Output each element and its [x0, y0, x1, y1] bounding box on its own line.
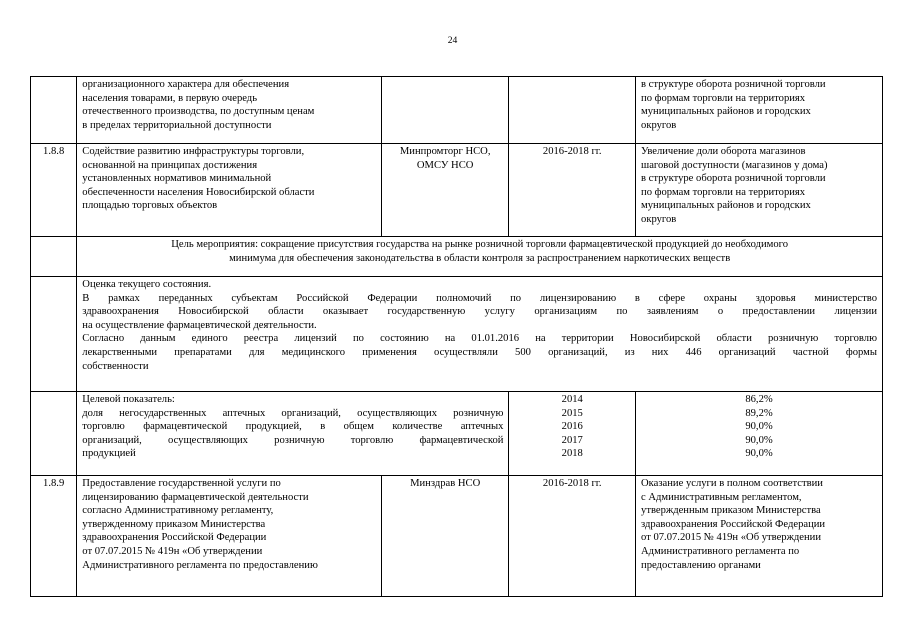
- text-line: Содействие развитию инфраструктуры торговли,: [82, 146, 305, 157]
- text-line: Минпромторг НСО,: [399, 146, 491, 157]
- text-line: организационного характера для обеспечения: [82, 79, 290, 90]
- cell-executor: [381, 144, 509, 237]
- cell-number: [31, 77, 77, 144]
- text-line: округов: [641, 213, 677, 225]
- text-line: отечественного производства, по доступным ценам: [82, 106, 315, 118]
- cell-period: 2016-2018 гг.: [509, 144, 636, 237]
- text-line: в структуре оборота розничной торговли: [641, 173, 826, 185]
- text-line: Административного регламента по предоставлению: [82, 559, 318, 571]
- text-line: согласно Административному регламенту,: [82, 505, 274, 517]
- cell-description: [77, 144, 382, 237]
- text-line: округов: [641, 119, 677, 131]
- year: 2018: [561, 448, 583, 460]
- cell-period: [509, 77, 636, 144]
- cell-number: [31, 277, 77, 392]
- table-row-1-8-9: [31, 476, 883, 597]
- cell-number: [31, 392, 77, 476]
- text-line: Оказание услуги в полном соответствии: [641, 478, 823, 489]
- cell-number: 1.8.9: [31, 476, 77, 597]
- text-line: утвержденным приказом Министерства: [641, 505, 821, 517]
- value: 90,0%: [745, 421, 773, 433]
- text-line: площадью торговых объектов: [82, 200, 218, 212]
- text-line: населения товарами, в первую очередь: [82, 92, 258, 104]
- cell-target-description: [77, 392, 509, 476]
- text-line: Предоставление государственной услуги по: [82, 478, 281, 489]
- cell-years: [509, 392, 636, 476]
- cell-result: [636, 144, 883, 237]
- text-line: муниципальных районов и городских: [641, 200, 811, 212]
- text-line: в структуре оборота розничной торговли: [641, 79, 826, 90]
- text-line: установленных нормативов минимальной: [82, 173, 272, 185]
- goal-line: минимума для обеспечения законодательства в области контроля за распространением наркотических веществ: [229, 252, 731, 264]
- text-line: шаговой доступности (магазинов у дома): [641, 159, 828, 171]
- cell-values: [636, 392, 883, 476]
- text-line: в пределах территориальной доступности: [82, 119, 272, 131]
- text-line: предоставлению органами: [641, 559, 761, 571]
- text-line: здравоохранения Российской Федерации: [82, 532, 267, 544]
- table-row-goal: [31, 237, 883, 277]
- text-line: здравоохранения Российской Федерации: [641, 518, 826, 530]
- text-line: Целевой показатель:: [82, 394, 175, 405]
- measures-table: [30, 76, 883, 597]
- table-row-assessment: [31, 277, 883, 392]
- cell-goal: [77, 237, 883, 277]
- value: 86,2%: [745, 394, 773, 405]
- year: 2014: [561, 394, 583, 405]
- text-line: продукцией: [82, 448, 136, 460]
- text-line: ОМСУ НСО: [416, 159, 474, 171]
- text-line: лицензированию фармацевтической деятельности: [82, 491, 309, 503]
- value: 90,0%: [745, 434, 773, 446]
- assessment-heading: Оценка текущего состояния.: [82, 279, 212, 290]
- text-line: муниципальных районов и городских: [641, 106, 811, 118]
- text-line: обеспеченности населения Новосибирской области: [82, 186, 315, 198]
- value: 89,2%: [745, 407, 773, 419]
- text-line: доля негосударственных аптечных организаций, осуществляющих розничную: [82, 407, 504, 419]
- page-number: 24: [447, 35, 458, 46]
- text-line: В рамках переданных субъектам Российской Федерации полномочий по лицензированию в сфере охраны здоровья министерство: [82, 292, 877, 304]
- year: 2015: [561, 407, 583, 419]
- text-line: на осуществление фармацевтической деятельности.: [82, 319, 317, 331]
- year: 2016: [561, 421, 583, 433]
- text-line: с Административным регламентом,: [641, 491, 802, 503]
- cell-number: [31, 237, 77, 277]
- cell-assessment: [77, 277, 883, 392]
- cell-executor: [381, 77, 509, 144]
- cell-description: [77, 476, 382, 597]
- text-line: торговлю фармацевтической продукцией, в общем количестве аптечных: [82, 421, 504, 433]
- text-line: собственности: [82, 360, 149, 372]
- table-row-continuation: [31, 77, 883, 144]
- cell-period: 2016-2018 гг.: [509, 476, 636, 597]
- table-row-1-8-8: [31, 144, 883, 237]
- cell-executor: Минздрав НСО: [381, 476, 509, 597]
- text-line: лекарственными препаратами для медицинского применения осуществляли 500 организаций, из них 446 организаций частной формы: [82, 346, 877, 358]
- cell-result: [636, 77, 883, 144]
- text-line: основанной на принципах достижения: [82, 159, 258, 171]
- text-line: по формам торговли на территориях: [641, 186, 806, 198]
- text-line: здравоохранения Новосибирской области оказывает государственную услугу организациям по заявлениям о предоставлении лицензии: [82, 306, 877, 318]
- text-line: Увеличение доли оборота магазинов: [641, 146, 806, 157]
- table-row-target: [31, 392, 883, 476]
- text-line: по формам торговли на территориях: [641, 92, 806, 104]
- text-line: Административного регламента по: [641, 545, 800, 557]
- value: 90,0%: [745, 448, 773, 460]
- text-line: от 07.07.2015 № 419н «Об утверждении: [82, 545, 263, 557]
- goal-line: Цель мероприятия: сокращение присутствия государства на рынке розничной торговли фармацевтической продукцией до необходимого: [171, 239, 789, 250]
- cell-description: [77, 77, 382, 144]
- text-line: Согласно данным единого реестра лицензий по состоянию на 01.01.2016 на территории Новосибирской области розничную торговлю: [82, 333, 877, 345]
- cell-number: 1.8.8: [31, 144, 77, 237]
- text-line: от 07.07.2015 № 419н «Об утверждении: [641, 532, 822, 544]
- text-line: утвержденному приказом Министерства: [82, 518, 266, 530]
- year: 2017: [561, 434, 583, 446]
- text-line: организаций, осуществляющих розничную торговлю фармацевтической: [82, 434, 504, 446]
- cell-result: [636, 476, 883, 597]
